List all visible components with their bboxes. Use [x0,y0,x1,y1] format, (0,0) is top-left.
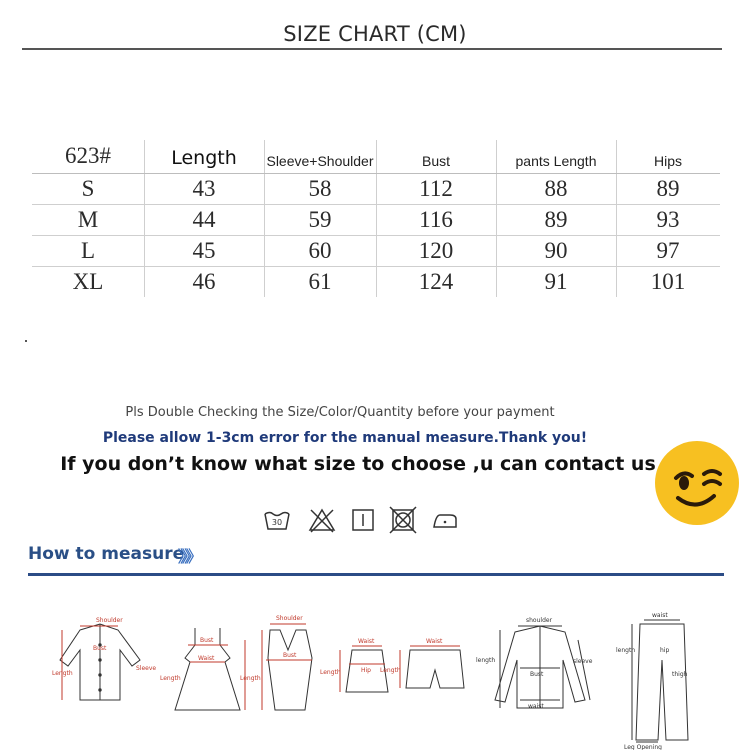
label-waist: Waist [198,655,215,662]
measurement-diagrams [0,600,750,750]
label-sleeve: sleeve [573,658,593,665]
label-length: length [476,657,496,664]
column-divider [616,267,617,297]
check-note: Pls Double Checking the Size/Color/Quantity before your payment [125,405,555,420]
size-label: L [80,238,96,263]
label-bust: Bust [200,637,214,644]
section-divider [28,573,724,576]
column-divider [376,267,377,297]
size-label: S [81,176,95,201]
column-divider [264,205,265,235]
table-row [32,174,720,205]
column-divider [496,205,497,235]
column-divider [264,267,265,297]
label-waist: waist [652,612,668,619]
column-divider [144,174,145,204]
table-cell: 90 [544,238,568,263]
column-divider [376,236,377,266]
care-instructions [262,505,462,535]
table-cell: 97 [656,238,680,263]
column-divider [144,236,145,266]
table-cell: 58 [308,176,332,201]
column-divider [496,267,497,297]
column-divider [616,236,617,266]
column-divider [144,140,145,173]
label-hip: hip [660,647,670,654]
vest-diagram [262,624,312,710]
column-divider [376,205,377,235]
table-cell: 45 [192,238,216,263]
column-divider [144,267,145,297]
col-header-length: Length [171,147,237,169]
label-waist: waist [528,703,544,710]
label-bust: Bust [530,671,544,678]
stray-dot [25,340,27,342]
table-cell: 124 [418,269,454,294]
label-length: Length [160,675,181,682]
table-cell: 89 [544,207,568,232]
table-row [32,267,720,297]
table-cell: 61 [308,269,332,294]
table-row [32,236,720,267]
size-chart-table [32,140,720,297]
jacket-diagram [495,626,590,708]
shorts-diagram [400,646,464,688]
column-divider [616,205,617,235]
no-bleach-icon [307,505,337,535]
column-divider [496,236,497,266]
col-header-pants-length: pants Length [515,153,597,169]
product-code: 623# [65,143,111,168]
table-header-row [32,140,720,174]
table-cell: 120 [418,238,454,263]
col-header-sleeve-shoulder: Sleeve+Shoulder [266,153,374,169]
label-shoulder: Shoulder [96,617,123,624]
column-divider [264,236,265,266]
table-row [32,205,720,236]
pants-diagram [632,620,688,742]
title-divider [22,48,722,50]
label-waist: Waist [426,638,443,645]
column-divider [264,140,265,173]
shirt-diagram [60,624,140,700]
wash-30-icon [262,505,292,535]
column-divider [496,140,497,173]
table-cell: 112 [419,176,453,201]
label-leg-opening: Leg Opening [624,744,662,750]
table-cell: 89 [656,176,680,201]
table-cell: 116 [419,207,453,232]
column-divider [264,174,265,204]
column-divider [144,205,145,235]
label-bust: Bust [93,645,107,652]
table-cell: 91 [544,269,568,294]
label-length: Length [320,669,341,676]
size-label: M [77,207,99,232]
table-cell: 44 [192,207,216,232]
label-length: Length [240,675,261,682]
column-divider [616,174,617,204]
hang-dry-icon [348,505,378,535]
error-note: Please allow 1-3cm error for the manual measure.Thank you! [102,430,588,446]
column-divider [376,174,377,204]
label-hip: Hip [361,667,371,674]
label-length: Length [380,667,401,674]
how-to-measure-heading: How to measure [28,544,185,564]
iron-low-icon [430,505,460,535]
chevrons-right-icon: 》》》 [178,547,199,566]
contact-note: If you don’t know what size to choose ,u can contact us [60,453,656,475]
label-shoulder: Shoulder [276,615,303,622]
label-thigh: thigh [672,671,688,678]
table-cell: 88 [544,176,568,201]
table-cell: 59 [308,207,332,232]
winking-face-icon [654,440,740,526]
label-length: length [616,647,636,654]
label-bust: Bust [283,652,297,659]
svg-text:30: 30 [271,518,283,527]
size-label: XL [72,269,104,294]
table-cell: 60 [308,238,332,263]
page-title: SIZE CHART (CM) [283,22,467,46]
column-divider [616,140,617,173]
table-cell: 43 [192,176,216,201]
table-cell: 46 [192,269,216,294]
column-divider [496,174,497,204]
table-cell: 101 [650,269,686,294]
label-waist: Waist [358,638,375,645]
label-sleeve: Sleeve [136,665,157,672]
label-length: Length [52,670,73,677]
col-header-hips: Hips [653,153,682,169]
col-header-bust: Bust [421,153,450,169]
label-shoulder: shoulder [526,617,553,624]
table-cell: 93 [656,207,680,232]
no-tumble-dry-icon [388,505,418,535]
column-divider [376,140,377,173]
